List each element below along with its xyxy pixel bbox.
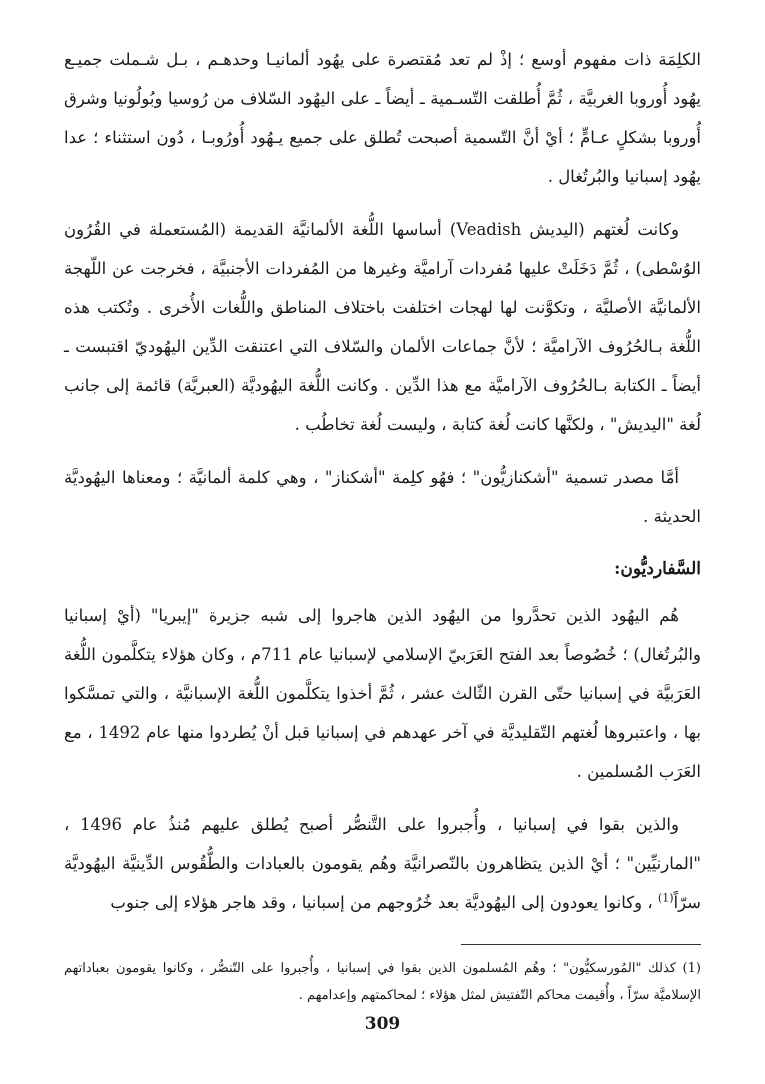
paragraph-5-part-1: والذين بقوا في إسبانيا ، وأُجبروا على التَّنصُّر أصبح يُطلق عليهم مُنذُ عام 1496 ، "المارنيِّين" ؛ أيْ الذين يتظاهرون بالنّصرانيَّة وهُم يقومون بالعبادات والطُّقُوس الدِّينيَّة اليهُوديَّة سرّاً <box>64 815 701 912</box>
page-body <box>64 40 701 936</box>
paragraph-5-part-2: ، وكانوا يعودون إلى اليهُوديَّة بعد خُرُوجهم من إسبانيا ، وقد هاجر هؤلاء إلى جنوب <box>110 893 658 912</box>
footnote: (1) كذلك "المُورسكيُّون" ؛ وهُم المُسلمون الذين بقوا في إسبانيا ، وأُجبروا على التّنصُّر ، وكانوا يقومون بعباداتهم الإسلاميَّة سرّاً ، وأُقيمت محاكم التّفتيش لمثل هؤلاء ؛ لمحاكمتهم وإعدامهم . <box>64 961 701 1003</box>
paragraph-5 <box>64 805 701 922</box>
page-number: 309 <box>364 1014 401 1034</box>
footnote-divider <box>461 944 701 945</box>
footnote-reference[interactable]: (1) <box>657 891 674 905</box>
paragraph-4: هُم اليهُود الذين تحدَّروا من اليهُود الذين هاجروا إلى شبه جزيرة "إيبريا" (أيْ إسبانيا والبُرتُغال) ؛ خُصُوصاً بعد الفتح العَرَبيّ الإسلامي لإسبانيا عام 711م ، وكان هؤلاء يتكلَّمون اللُّغة العَرَبيَّة في إسبانيا حتّى القرن الثّالث عشر ، ثُمَّ أخذوا يتكلَّمون اللُّغة الإسبانيَّة ، والتي تمسَّكوا بها ، واعتبروها لُغتهم التّقليديَّة في آخر عهدهم في إسبانيا قبل أنْ يُطردوا منها عام 1492 ، مع العَرَب المُسلمين . <box>64 606 702 781</box>
section-heading: السَّفارديُّون: <box>614 559 701 579</box>
paragraph-3: أمَّا مصدر تسمية "أشكنازيُّون" ؛ فهُو كلِمة "أشكناز" ، وهي كلمة ألمانيَّة ؛ ومعناها اليهُوديَّة الحديثة . <box>64 468 701 526</box>
paragraph-1: الكلِمَة ذات مفهوم أوسع ؛ إذْ لم تعد مُقتصرة على يهُود ألمانيـا وحدهـم ، بـل شـملت جميـع يهُود أُوروبا الغربيَّة ، ثُمَّ أُطلقت التّسـمية ـ أيضاً ـ على اليهُود السّلاف من رُوسيا وبُولُونيا وشرق أُوروبا بشكلٍ عـامٍّ ؛ أيْ أنَّ التّسمية أصبحت تُطلق على جميع يـهُود أُورُوبـا ، دُون استثناء ؛ عدا يهُود إسبانيا والبُرتُغال . <box>64 50 701 186</box>
paragraph-2: وكانت لُغتهم (اليديش Veadish) أساسها اللُّغة الألمانيَّة القديمة (المُستعملة في القُرُون الوُسْطى) ، ثُمَّ دَخَلَتْ عليها مُفردات آراميَّة وغيرها من المُفردات الأجنبيَّة ، فخرجت عن اللّهجة الألمانيَّة الأصليَّة ، وتكوَّنت لها لهجات اختلفت باختلاف المناطق واللُّغات الأُخرى . وتُكتب هذه اللُّغة بـالحُرُوف الآراميَّة ؛ لأنَّ جماعات الألمان والسّلاف التي اعتنقت الدِّين اليهُوديّ اقتبست ـ أيضاً ـ الكتابة بـالحُرُوف الآراميَّة مع هذا الدِّين . وكانت اللُّغة اليهُوديَّة (العبريَّة) قائمة إلى جانب لُغة "اليديش" ، ولكنَّها كانت لُغة كتابة ، وليست لُغة تخاطُب . <box>64 220 701 434</box>
